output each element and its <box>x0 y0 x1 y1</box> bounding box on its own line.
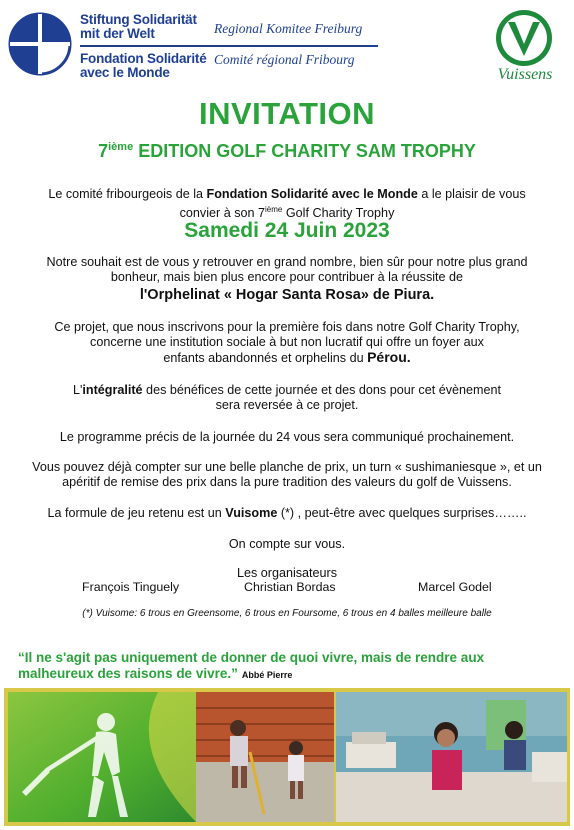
quote-author: Abbé Pierre <box>241 670 293 680</box>
wish-line1: Notre souhait est de vous y retrouver en grand nombre, bien sûr pour notre plus grand <box>46 255 528 269</box>
project-line1: Ce projet, que nous inscrivons pour la première fois dans notre Golf Charity Trophy, <box>54 320 520 334</box>
header-divider <box>80 45 378 47</box>
quote: “Il ne s'agit pas uniquement de donner de quoi vivre, mais de rendre aux malheureux des raisons de vivre.” Abbé Pierre <box>18 650 485 681</box>
org-name-de-line1: Stiftung Solidarität <box>80 12 197 27</box>
project-line2: concerne une institution sociale à but non lucratif qui offre un foyer aux <box>90 335 484 349</box>
profits-line2: sera reversée à ce projet. <box>215 398 359 412</box>
sewing-workshop-image <box>336 692 567 822</box>
intro-line1: Le comité fribourgeois de la Fondation Solidarité avec le Monde a le plaisir de vous <box>48 187 526 201</box>
project-line3: enfants abandonnés et orphelins du Pérou. <box>163 349 411 365</box>
org-name-fr-line2: avec le Monde <box>80 65 170 80</box>
wish-line2: bonheur, mais bien plus encore pour contribuer à la réussite de <box>110 270 464 284</box>
golfer-silhouette-image <box>8 692 196 822</box>
org-name-de-line2: mit der Welt <box>80 26 155 41</box>
intro-line2: convier à son 7ième Golf Charity Trophy <box>179 205 395 221</box>
page-title: INVITATION <box>198 96 376 131</box>
vuissens-logo <box>494 8 554 68</box>
org-name-fr-line1: Fondation Solidarité <box>80 51 207 66</box>
event-date: Samedi 24 Juin 2023 <box>184 219 390 242</box>
program-line: Le programme précis de la journée du 24 vous sera communiqué prochainement. <box>59 430 515 444</box>
orphanage-name: l'Orphelinat « Hogar Santa Rosa» de Piura. <box>139 287 435 303</box>
children-courtyard-image <box>196 692 334 822</box>
event-subtitle: 7ième EDITION GOLF CHARITY SAM TROPHY <box>98 141 476 161</box>
organizer-name-1: François Tinguely <box>82 580 180 594</box>
profits-line1: L'intégralité des bénéfices de cette journée et des dons pour cet évènement <box>72 383 502 397</box>
format-line: La formule de jeu retenu est un Vuisome (*) , peut-être avec quelques surprises…….. <box>47 506 527 520</box>
foundation-logo <box>8 12 72 76</box>
organizer-name-2: Christian Bordas <box>244 580 336 594</box>
prizes-line2: apéritif de remise des prix dans la pure tradition des valeurs du golf de Vuissens. <box>62 475 512 489</box>
organizer-name-3: Marcel Godel <box>418 580 492 594</box>
region-name-fr: Comité régional Fribourg <box>214 52 355 67</box>
prizes-line1: Vous pouvez déjà compter sur une belle planche de prix, un turn « sushimaniesque », et un <box>32 460 542 474</box>
footnote: (*) Vuisome: 6 trous en Greensome, 6 trous en Foursome, 6 trous en 4 balles meilleure balle <box>82 608 492 619</box>
club-name: Vuissens <box>497 66 553 83</box>
closing-line: On compte sur vous. <box>228 537 346 551</box>
organizers-label: Les organisateurs <box>236 566 338 580</box>
region-name-de: Regional Komitee Freiburg <box>214 21 363 36</box>
